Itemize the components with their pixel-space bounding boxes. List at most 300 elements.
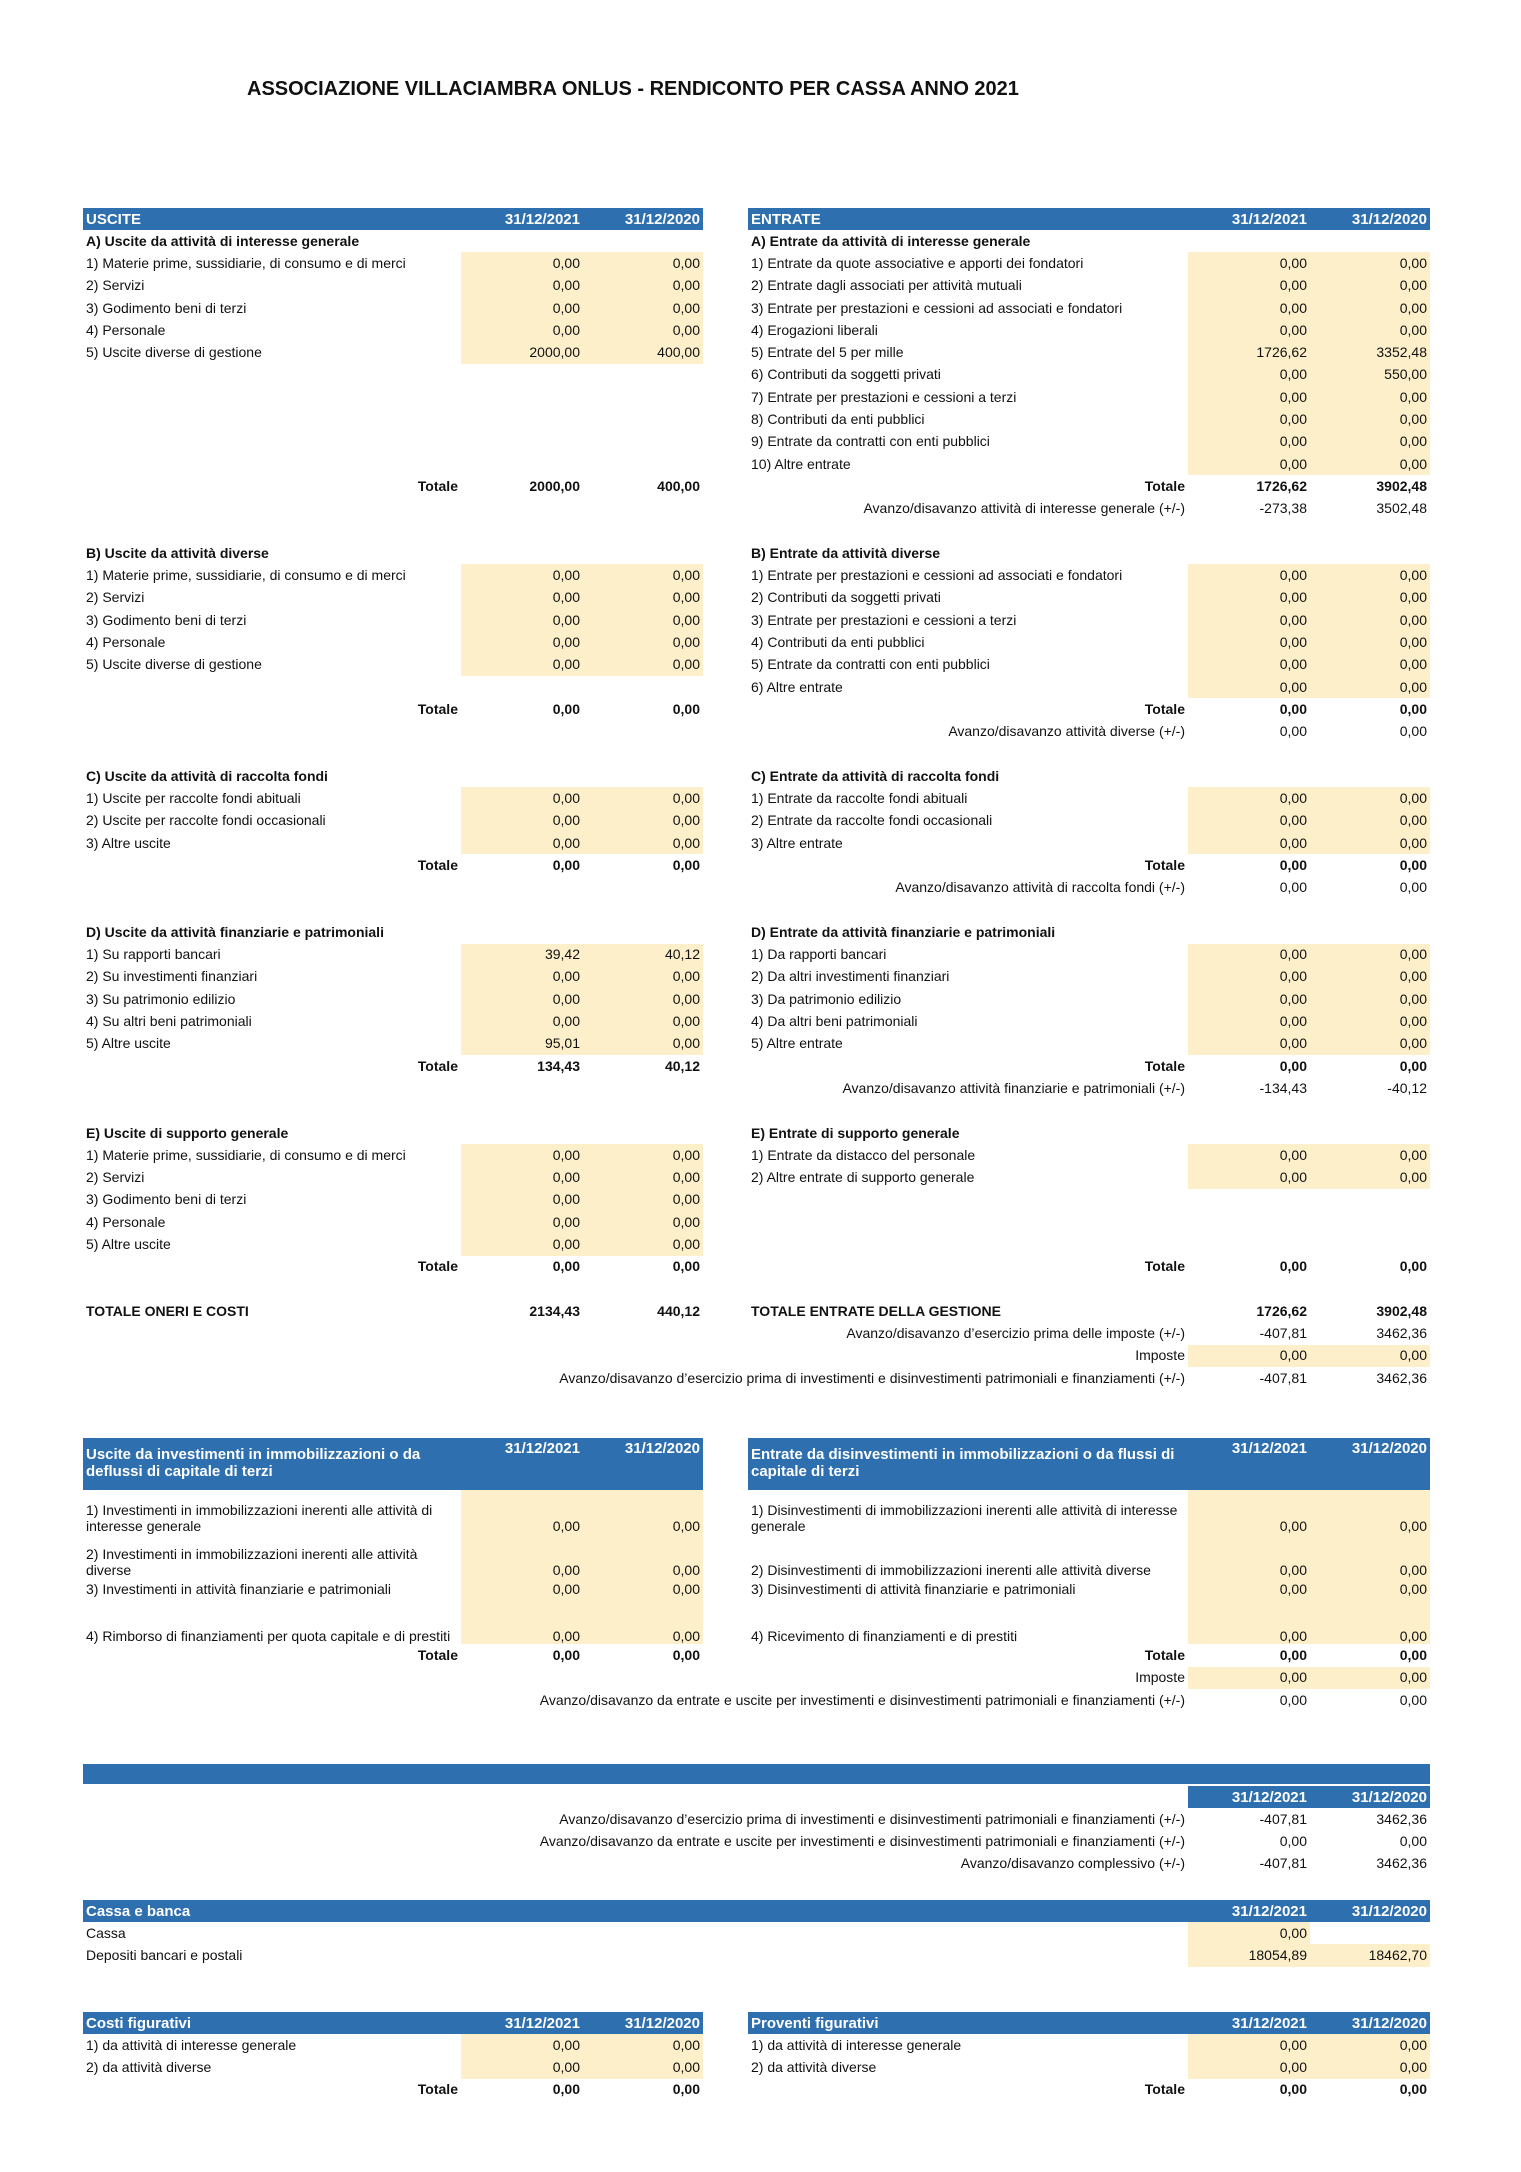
value-prev[interactable]: 0,00: [1310, 2056, 1430, 2078]
total-prev: 0,00: [1399, 1057, 1427, 1074]
table-row: [83, 654, 703, 676]
value-prev[interactable]: 0,00: [583, 1534, 703, 1578]
value-prev[interactable]: 40,12: [583, 944, 703, 966]
value-prev[interactable]: 0,00: [583, 297, 703, 319]
value-prev[interactable]: 0,00: [1310, 1033, 1430, 1055]
row-label: 1) Entrate per prestazioni e cessioni ad associati e fondatori: [751, 567, 1123, 584]
total-label: Totale: [1144, 477, 1185, 494]
total-label: Totale: [1144, 1057, 1185, 1074]
value-cur[interactable]: 0,00: [461, 587, 583, 609]
value-cur[interactable]: 0,00: [1188, 966, 1310, 988]
value-prev[interactable]: 0,00: [1310, 386, 1430, 408]
total-row: [83, 2079, 703, 2101]
value-cur[interactable]: 0,00: [1188, 832, 1310, 854]
total-prev: 0,00: [1399, 2081, 1427, 2098]
table-row: [83, 1600, 703, 1644]
value-cur[interactable]: 0,00: [461, 988, 583, 1010]
value-prev[interactable]: 0,00: [1310, 676, 1430, 698]
balance-row: [748, 1367, 1430, 1389]
row-label: 1) Investimenti in immobilizzazioni inerenti alle attività di interesse generale: [86, 1502, 433, 1534]
grand-total-label: TOTALE ONERI E COSTI: [86, 1302, 249, 1319]
inv-uscite-table: [83, 1438, 703, 1667]
balance-label-text: Avanzo/disavanzo d’esercizio prima di investimenti e disinvestimenti patrimoniali e finanziamenti (+/-): [559, 1369, 1185, 1386]
value-prev[interactable]: 0,00: [583, 631, 703, 653]
table-row: [748, 1166, 1430, 1188]
value-cur[interactable]: 0,00: [461, 654, 583, 676]
value-cur[interactable]: 0,00: [1188, 564, 1310, 586]
value-cur[interactable]: 0,00: [1188, 1600, 1310, 1644]
value-prev[interactable]: 0,00: [1310, 319, 1430, 341]
value-prev[interactable]: 0,00: [1310, 1166, 1430, 1188]
table-row: [83, 810, 703, 832]
balance-row: [748, 1689, 1430, 1711]
section-title: B) Entrate da attività diverse: [751, 544, 941, 561]
row-label: 1) Materie prime, sussidiarie, di consumo e di merci: [86, 1146, 406, 1163]
value-cur[interactable]: 0,00: [1188, 1010, 1310, 1032]
balance-prev: 3462,36: [1376, 1810, 1427, 1827]
value-prev[interactable]: 0,00: [1310, 1144, 1430, 1166]
value-cur[interactable]: 95,01: [461, 1033, 583, 1055]
row-label: 4) Personale: [86, 1213, 166, 1230]
page-title: ASSOCIAZIONE VILLACIAMBRA ONLUS - RENDICONTO PER CASSA ANNO 2021: [247, 78, 1019, 100]
value-cur[interactable]: 0,00: [1188, 2034, 1310, 2056]
value-prev[interactable]: 0,00: [583, 1600, 703, 1644]
value-prev[interactable]: 0,00: [1310, 297, 1430, 319]
table-row: [748, 364, 1430, 386]
table-row: [748, 453, 1430, 475]
total-label: Totale: [417, 856, 458, 873]
balance-label: Avanzo/disavanzo attività finanziarie e patrimoniali (+/-): [842, 1079, 1185, 1096]
proventi-figurativi-table: [748, 2012, 1430, 2101]
value-cur[interactable]: 0,00: [461, 966, 583, 988]
proventi-figurativi-header-label: Proventi figurativi: [748, 2012, 1188, 2034]
row-label: 2) Investimenti in immobilizzazioni inerenti alle attività diverse: [86, 1546, 418, 1578]
value-prev[interactable]: 0,00: [1310, 1534, 1430, 1578]
total-row: [748, 1644, 1430, 1666]
year-prev: 31/12/2020: [583, 2012, 703, 2034]
value-prev[interactable]: 0,00: [1310, 944, 1430, 966]
value-cur[interactable]: 0,00: [461, 787, 583, 809]
balance-cur: -407,81: [1259, 1855, 1307, 1872]
value-prev[interactable]: 0,00: [583, 1010, 703, 1032]
table-row: [748, 832, 1430, 854]
balance-label-text: Avanzo/disavanzo da entrate e uscite per investimenti e disinvestimenti patrimoniali e finanziamenti (+/-): [539, 1832, 1185, 1849]
value-cur[interactable]: 0,00: [1188, 988, 1310, 1010]
table-row: [83, 631, 703, 653]
value-cur[interactable]: 0,00: [1188, 364, 1310, 386]
row-label: 5) Uscite diverse di gestione: [86, 344, 262, 361]
row-label: 2) Entrate da raccolte fondi occasionali: [751, 812, 993, 829]
value-prev[interactable]: 0,00: [583, 988, 703, 1010]
row-label: 1) Su rapporti bancari: [86, 946, 221, 963]
value-prev[interactable]: 0,00: [583, 2034, 703, 2056]
balance-prev: 3502,48: [1376, 500, 1427, 517]
year-prev: 31/12/2020: [1310, 1900, 1430, 1922]
value-cur[interactable]: 0,00: [1188, 676, 1310, 698]
value-cur[interactable]: 0,00: [461, 1010, 583, 1032]
cassa-header: [83, 1900, 1430, 1922]
value-cur[interactable]: 0,00: [461, 2056, 583, 2078]
balance-label: [539, 1830, 1188, 1852]
grand-total-cur: 2134,43: [529, 1302, 580, 1319]
section-title: C) Uscite da attività di raccolta fondi: [86, 767, 328, 784]
total-prev: 0,00: [1399, 700, 1427, 717]
value-cur[interactable]: 0,00: [461, 2034, 583, 2056]
row-label: 4) Personale: [86, 633, 166, 650]
value-prev[interactable]: 0,00: [1310, 1490, 1430, 1534]
value-prev[interactable]: 0,00: [583, 810, 703, 832]
value-cur[interactable]: 0,00: [461, 1600, 583, 1644]
grand-total-row: [748, 1300, 1430, 1322]
total-cur: 0,00: [552, 700, 580, 717]
value-cur[interactable]: 0,00: [1188, 631, 1310, 653]
year-prev: 31/12/2020: [583, 208, 703, 230]
table-row: [83, 966, 703, 988]
row-label: 4) Su altri beni patrimoniali: [86, 1013, 252, 1030]
table-row: [748, 408, 1430, 430]
table-row: [748, 810, 1430, 832]
taxes-prev[interactable]: 0,00: [1310, 1667, 1430, 1689]
total-prev: 400,00: [657, 477, 700, 494]
table-row: [748, 2034, 1430, 2056]
value-prev[interactable]: 0,00: [583, 787, 703, 809]
row-label: 5) Altre uscite: [86, 1236, 171, 1252]
row-label: 2) Da altri investimenti finanziari: [751, 968, 950, 985]
table-row: [83, 1490, 703, 1534]
table-row: [748, 431, 1430, 453]
row-label: 3) Godimento beni di terzi: [86, 1191, 247, 1208]
value-cur[interactable]: 0,00: [1188, 1144, 1310, 1166]
value-cur[interactable]: 0,00: [1188, 386, 1310, 408]
balance-row: [748, 498, 1430, 520]
value-cur[interactable]: 0,00: [1188, 654, 1310, 676]
value-cur[interactable]: 0,00: [461, 609, 583, 631]
value-cur[interactable]: 0,00: [461, 832, 583, 854]
taxes-prev[interactable]: 0,00: [1310, 1345, 1430, 1367]
balance-label: Avanzo/disavanzo attività di interesse generale (+/-): [863, 500, 1185, 517]
taxes-row: [748, 1345, 1430, 1367]
value-prev[interactable]: 0,00: [583, 1144, 703, 1166]
taxes-label: Imposte: [1135, 1669, 1185, 1686]
balance-cur: 0,00: [1279, 879, 1307, 896]
table-row: [748, 1578, 1430, 1600]
balance-label: Avanzo/disavanzo attività diverse (+/-): [948, 723, 1185, 740]
balance-prev: 0,00: [1399, 879, 1427, 896]
row-label: 3) Godimento beni di terzi: [86, 611, 247, 628]
value-cur[interactable]: 0,00: [461, 1211, 583, 1233]
value-prev: [1310, 1922, 1430, 1944]
inv-entrate-table: [539, 1438, 1430, 1711]
value-prev[interactable]: 0,00: [583, 832, 703, 854]
table-row: [748, 252, 1430, 274]
table-row: [748, 386, 1430, 408]
value-cur[interactable]: 0,00: [461, 1534, 583, 1578]
row-label: 3) Altre uscite: [86, 834, 171, 851]
value-prev[interactable]: 0,00: [1310, 832, 1430, 854]
total-row: [748, 698, 1430, 720]
value-prev[interactable]: 0,00: [1310, 408, 1430, 430]
balance-label: [539, 1689, 1188, 1711]
total-prev: 3902,48: [1376, 477, 1427, 494]
value-cur[interactable]: 0,00: [461, 1578, 583, 1600]
table-row: [83, 587, 703, 609]
value-prev[interactable]: 0,00: [1310, 966, 1430, 988]
table-row: [748, 587, 1430, 609]
grand-total-label: TOTALE ENTRATE DELLA GESTIONE: [751, 1302, 1001, 1319]
value-cur[interactable]: 0,00: [1188, 275, 1310, 297]
value-prev[interactable]: 18462,70: [1310, 1944, 1430, 1966]
value-prev[interactable]: 0,00: [583, 2056, 703, 2078]
value-prev[interactable]: 0,00: [1310, 275, 1430, 297]
table-row: [83, 1033, 703, 1055]
total-label: Totale: [417, 2081, 458, 2098]
value-cur[interactable]: 0,00: [1188, 587, 1310, 609]
value-prev[interactable]: 0,00: [583, 1166, 703, 1188]
value-cur[interactable]: 0,00: [461, 631, 583, 653]
year-cur: 31/12/2021: [1188, 1900, 1310, 1922]
value-cur[interactable]: 0,00: [461, 1166, 583, 1188]
value-prev[interactable]: 0,00: [1310, 1578, 1430, 1600]
value-cur[interactable]: 0,00: [1188, 408, 1310, 430]
value-prev[interactable]: 0,00: [583, 1211, 703, 1233]
value-cur[interactable]: 0,00: [1188, 431, 1310, 453]
value-prev[interactable]: 0,00: [583, 587, 703, 609]
balance-cur: -407,81: [1259, 1810, 1307, 1827]
value-prev[interactable]: 0,00: [583, 1033, 703, 1055]
balance-label-text: Avanzo/disavanzo da entrate e uscite per investimenti e disinvestimenti patrimoniali e finanziamenti (+/-): [539, 1691, 1185, 1708]
balance-row: [748, 1853, 1430, 1875]
row-label: 5) Uscite diverse di gestione: [86, 656, 262, 673]
row-label: 4) Contributi da enti pubblici: [751, 633, 925, 650]
year-prev: 31/12/2020: [1310, 1438, 1430, 1490]
balance-prev: 0,00: [1399, 723, 1427, 740]
table-row: [83, 1233, 703, 1255]
table-row: [748, 1010, 1430, 1032]
value-prev[interactable]: 0,00: [1310, 1600, 1430, 1644]
value-prev[interactable]: 0,00: [1310, 654, 1430, 676]
row-label: 5) Entrate del 5 per mille: [751, 344, 904, 361]
balance-cur: -273,38: [1259, 500, 1307, 517]
value-prev[interactable]: 0,00: [583, 1490, 703, 1534]
row-label: 2) Entrate dagli associati per attività mutuali: [751, 277, 1022, 294]
balance-row: [748, 1808, 1430, 1830]
taxes-cur[interactable]: 0,00: [1188, 1667, 1310, 1689]
value-prev[interactable]: 0,00: [1310, 252, 1430, 274]
value-prev[interactable]: 0,00: [1310, 988, 1430, 1010]
table-row: [83, 2056, 703, 2078]
value-cur[interactable]: 0,00: [1188, 297, 1310, 319]
value-cur[interactable]: 0,00: [1188, 1033, 1310, 1055]
value-prev[interactable]: 0,00: [1310, 431, 1430, 453]
row-label: 3) Altre entrate: [751, 834, 843, 851]
year-prev: 31/12/2020: [1310, 208, 1430, 230]
value-prev[interactable]: 0,00: [583, 1189, 703, 1211]
total-label: Totale: [1144, 1258, 1185, 1275]
value-cur[interactable]: 0,00: [1188, 1578, 1310, 1600]
entrate-header-label: ENTRATE: [748, 208, 1188, 230]
value-prev[interactable]: 0,00: [583, 609, 703, 631]
value-prev[interactable]: 0,00: [1310, 631, 1430, 653]
balance-cur: -407,81: [1259, 1369, 1307, 1386]
balance-row: [748, 877, 1430, 899]
value-prev[interactable]: 550,00: [1310, 364, 1430, 386]
value-prev[interactable]: 400,00: [583, 341, 703, 363]
cassa-table: [83, 1900, 1430, 1967]
year-cur: 31/12/2021: [1188, 2012, 1310, 2034]
value-prev[interactable]: 0,00: [1310, 787, 1430, 809]
value-cur[interactable]: 39,42: [461, 944, 583, 966]
total-prev: 40,12: [664, 1057, 700, 1074]
row-label: 1) Materie prime, sussidiarie, di consumo e di merci: [86, 254, 406, 271]
total-prev: 0,00: [672, 1258, 700, 1275]
table-row: [748, 275, 1430, 297]
costi-figurativi-table: [83, 2012, 703, 2101]
value-cur[interactable]: 0,00: [1188, 2056, 1310, 2078]
table-row: [748, 609, 1430, 631]
value-cur[interactable]: 0,00: [461, 297, 583, 319]
total-row: [83, 698, 703, 720]
value-prev[interactable]: 3352,48: [1310, 341, 1430, 363]
table-row: [748, 341, 1430, 363]
row-label: 4) Da altri beni patrimoniali: [751, 1013, 918, 1030]
value-prev[interactable]: 0,00: [583, 966, 703, 988]
value-prev[interactable]: 0,00: [583, 252, 703, 274]
value-cur[interactable]: 2000,00: [461, 341, 583, 363]
value-cur[interactable]: 0,00: [461, 1144, 583, 1166]
value-cur[interactable]: 0,00: [1188, 1490, 1310, 1534]
table-row: [83, 988, 703, 1010]
grand-total-prev: 440,12: [657, 1302, 700, 1319]
value-cur[interactable]: 0,00: [1188, 810, 1310, 832]
summary-table: [539, 1764, 1430, 1875]
row-label: 1) Entrate da raccolte fondi abituali: [751, 790, 968, 807]
value-prev[interactable]: 0,00: [583, 1233, 703, 1255]
total-row: [748, 854, 1430, 876]
value-cur[interactable]: 0,00: [461, 1233, 583, 1255]
inv-entrate-header: [748, 1438, 1430, 1490]
value-cur[interactable]: 0,00: [1188, 1166, 1310, 1188]
row-label: 2) Servizi: [86, 589, 145, 606]
value-cur[interactable]: 18054,89: [1188, 1944, 1310, 1966]
value-cur[interactable]: 1726,62: [1188, 341, 1310, 363]
taxes-cur[interactable]: 0,00: [1188, 1345, 1310, 1367]
row-label: 1) Entrate da distacco del personale: [751, 1146, 976, 1163]
value-cur[interactable]: 0,00: [1188, 319, 1310, 341]
year-cur: 31/12/2021: [1188, 1786, 1310, 1808]
value-cur[interactable]: 0,00: [1188, 1922, 1310, 1944]
entrate-header: [748, 208, 1430, 230]
value-prev[interactable]: 0,00: [1310, 453, 1430, 475]
row-label: Cassa: [86, 1924, 126, 1941]
value-cur[interactable]: 0,00: [1188, 787, 1310, 809]
row-label: 5) Entrate da contratti con enti pubblici: [751, 656, 990, 673]
value-cur[interactable]: 0,00: [1188, 252, 1310, 274]
proventi-figurativi-header: [748, 2012, 1430, 2034]
value-prev[interactable]: 0,00: [583, 275, 703, 297]
table-row: [83, 1166, 703, 1188]
value-cur[interactable]: 0,00: [1188, 453, 1310, 475]
row-label: 2) Su investimenti finanziari: [86, 968, 258, 985]
total-label: Totale: [1144, 2081, 1185, 2098]
table-row: [83, 944, 703, 966]
value-prev[interactable]: 0,00: [1310, 1010, 1430, 1032]
value-cur[interactable]: 0,00: [461, 564, 583, 586]
row-label: 3) Disinvestimenti di attività finanziarie e patrimoniali: [751, 1580, 1076, 1597]
total-label: Totale: [417, 477, 458, 494]
row-label: Depositi bancari e postali: [86, 1946, 243, 1963]
total-label: Totale: [417, 1646, 458, 1663]
total-prev: 0,00: [672, 2081, 700, 2098]
table-row: [83, 1944, 1430, 1966]
value-prev[interactable]: 0,00: [1310, 587, 1430, 609]
year-cur: 31/12/2021: [1188, 1438, 1310, 1490]
table-row: [83, 319, 703, 341]
row-label: 1) Materie prime, sussidiarie, di consumo e di merci: [86, 567, 406, 584]
value-prev[interactable]: 0,00: [1310, 564, 1430, 586]
summary-years-row: [748, 1786, 1430, 1808]
row-label: 3) Su patrimonio edilizio: [86, 990, 236, 1007]
total-row: [83, 854, 703, 876]
balance-label-text: Avanzo/disavanzo d’esercizio prima di investimenti e disinvestimenti patrimoniali e finanziamenti (+/-): [559, 1810, 1185, 1827]
row-label: 2) Servizi: [86, 277, 145, 294]
row-label: 10) Altre entrate: [751, 455, 851, 472]
balance-label: Avanzo/disavanzo attività di raccolta fondi (+/-): [895, 879, 1185, 896]
value-cur[interactable]: 0,00: [461, 1189, 583, 1211]
inv-uscite-header-label: Uscite da investimenti in immobilizzazioni o da deflussi di capitale di terzi: [83, 1438, 461, 1490]
value-prev[interactable]: 0,00: [583, 1578, 703, 1600]
section-title: A) Uscite da attività di interesse generale: [86, 232, 360, 249]
value-prev[interactable]: 0,00: [583, 654, 703, 676]
table-row: [748, 1144, 1430, 1166]
total-cur: 0,00: [552, 1258, 580, 1275]
row-label: 6) Altre entrate: [751, 678, 843, 695]
grand-total-cur: 1726,62: [1256, 1302, 1307, 1319]
balance-cur: 0,00: [1279, 723, 1307, 740]
table-row: [83, 787, 703, 809]
value-prev[interactable]: 0,00: [1310, 2034, 1430, 2056]
balance-prev: 0,00: [1399, 1691, 1427, 1708]
total-cur: 0,00: [1279, 1258, 1307, 1275]
value-cur[interactable]: 0,00: [461, 252, 583, 274]
value-cur[interactable]: 0,00: [1188, 944, 1310, 966]
row-label: 1) Disinvestimenti di immobilizzazioni inerenti alle attività di interesse generale: [751, 1502, 1178, 1534]
balance-cur: -134,43: [1259, 1079, 1307, 1096]
table-row: [748, 676, 1430, 698]
value-prev[interactable]: 0,00: [1310, 810, 1430, 832]
value-cur[interactable]: 0,00: [461, 275, 583, 297]
row-label: 5) Altre entrate: [751, 1035, 843, 1052]
row-label: 4) Ricevimento di finanziamenti e di prestiti: [751, 1628, 1018, 1645]
value-cur[interactable]: 0,00: [1188, 609, 1310, 631]
value-cur[interactable]: 0,00: [461, 810, 583, 832]
row-label: 2) da attività diverse: [751, 2058, 877, 2075]
section-title: D) Entrate da attività finanziarie e patrimoniali: [751, 923, 1056, 940]
value-cur[interactable]: 0,00: [461, 319, 583, 341]
table-row: [748, 1490, 1430, 1534]
total-prev: 0,00: [672, 700, 700, 717]
value-prev[interactable]: 0,00: [583, 319, 703, 341]
section-title: E) Uscite di supporto generale: [86, 1124, 289, 1141]
row-label: 3) Entrate per prestazioni e cessioni a terzi: [751, 611, 1017, 628]
value-prev[interactable]: 0,00: [1310, 609, 1430, 631]
row-label: 5) Altre uscite: [86, 1035, 171, 1052]
value-cur[interactable]: 0,00: [461, 1490, 583, 1534]
value-cur[interactable]: 0,00: [1188, 1534, 1310, 1578]
table-row: [83, 1189, 703, 1211]
value-prev[interactable]: 0,00: [583, 564, 703, 586]
row-label: 9) Entrate da contratti con enti pubblici: [751, 433, 990, 450]
row-label: 3) Entrate per prestazioni e cessioni ad associati e fondatori: [751, 299, 1123, 316]
